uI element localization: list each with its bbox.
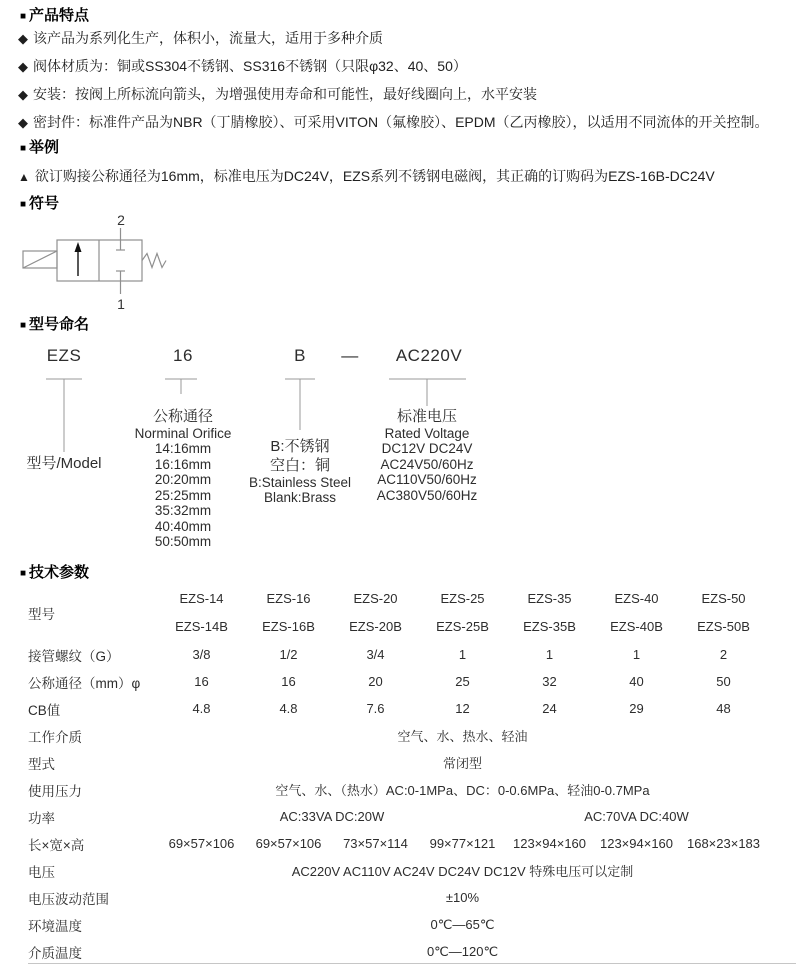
- voltage-item: DC12V DC24V: [381, 441, 473, 456]
- port-2-label: 2: [117, 212, 125, 228]
- diamond-bullet-icon: ◆: [18, 31, 28, 46]
- spec-row-pressure: [28, 776, 767, 803]
- orifice-item: 35:32mm: [154, 503, 212, 518]
- spec-cell: 20: [368, 674, 383, 689]
- spec-cell: 168×23×183: [686, 836, 761, 851]
- spec-cell: [680, 585, 767, 641]
- section-heading-specs: [20, 561, 89, 582]
- spec-cell: 4.8: [279, 701, 298, 716]
- spec-row-voltage: [28, 857, 767, 884]
- square-bullet-icon: ■: [20, 320, 27, 331]
- spec-label: 接管螺纹（G）: [28, 648, 120, 664]
- spec-label: 使用压力: [28, 783, 82, 799]
- section-title: 符号: [29, 195, 60, 212]
- diamond-bullet-icon: ◆: [18, 59, 28, 74]
- square-bullet-icon: ■: [20, 11, 27, 22]
- voltage-legend: [347, 408, 507, 503]
- spec-row-type: [28, 749, 767, 776]
- square-bullet-icon: ■: [20, 199, 27, 210]
- spec-cell: 50: [716, 674, 731, 689]
- triangle-marker-icon: ▲: [18, 170, 30, 184]
- spec-row-ambient-temp: [28, 911, 767, 938]
- spec-cell: 25: [455, 674, 470, 689]
- spec-cell: 40: [629, 674, 644, 689]
- bottom-divider: [28, 963, 796, 964]
- example-text: 欲订购接公称通径为16mm，标准电压为DC24V，EZS系列不锈钢电磁阀，其正确的订购码为EZS-16B-DC24V: [34, 168, 715, 184]
- voltage-subtitle: Rated Voltage: [384, 426, 470, 441]
- orifice-subtitle: Norminal Orifice: [134, 426, 232, 441]
- section-heading-naming: [20, 313, 89, 334]
- spec-label: 工作介质: [28, 729, 82, 745]
- spec-row-dimensions: [28, 830, 767, 857]
- port-1-label: 1: [117, 296, 125, 312]
- section-heading-features: [20, 4, 89, 25]
- feature-text: 密封件：标准件产品为NBR（丁腈橡胶）、可采用VITON（氟橡胶）、EPDM（乙丙橡胶），以适用不同流体的开关控制。: [33, 114, 769, 130]
- spec-cell: [245, 585, 332, 641]
- spec-cell: AC220V AC110V AC24V DC24V DC12V 特殊电压可以定制: [291, 864, 634, 879]
- spec-cell: AC:70VA DC:40W: [584, 809, 689, 824]
- voltage-item: AC24V50/60Hz: [380, 456, 474, 472]
- spec-cell: [419, 585, 506, 641]
- model-name: EZS-14B: [175, 619, 228, 634]
- specs-table: [28, 585, 767, 965]
- model-name: EZS-50: [701, 591, 746, 606]
- spec-cell: 12: [455, 701, 470, 716]
- spec-cell: 69×57×106: [168, 836, 235, 851]
- model-naming-diagram: [0, 340, 800, 568]
- spec-label: 长×宽×高: [28, 837, 85, 853]
- feature-text: 阀体材质为：铜或SS304不锈钢、SS316不锈钢（只限φ32、40、50）: [33, 58, 467, 74]
- spec-label: 环境温度: [28, 918, 82, 934]
- spec-label: 电压波动范围: [28, 891, 109, 907]
- voltage-title: 标准电压: [396, 408, 457, 425]
- spec-cell: 24: [542, 701, 557, 716]
- example-line: [18, 162, 715, 190]
- spec-cell: 73×57×114: [343, 836, 408, 851]
- orifice-item: 25:25mm: [154, 487, 212, 503]
- model-code-orifice: 16: [173, 346, 193, 365]
- material-line: Blank:Brass: [263, 490, 337, 505]
- spec-cell: 1: [545, 647, 554, 662]
- orifice-item: 50:50mm: [154, 534, 212, 549]
- spec-cell: 0℃—65℃: [430, 916, 495, 932]
- model-code-prefix: EZS: [46, 346, 82, 365]
- section-title: 产品特点: [29, 7, 90, 24]
- diamond-bullet-icon: ◆: [18, 115, 28, 130]
- spec-cell: 4.8: [192, 701, 211, 716]
- feature-item: [18, 24, 788, 52]
- spec-label: 介质温度: [28, 945, 82, 961]
- spec-row-medium: [28, 722, 767, 749]
- model-name: EZS-25: [440, 591, 485, 606]
- model-name: EZS-20B: [349, 619, 402, 634]
- model-code-dash: —: [341, 346, 359, 365]
- spec-cell: 1/2: [279, 647, 298, 662]
- voltage-item: AC380V50/60Hz: [376, 487, 478, 503]
- model-name: EZS-40B: [610, 619, 663, 634]
- spec-row-model: [28, 585, 767, 641]
- feature-text: 安装：按阀上所标流向箭头，为增强使用寿命和可能性，最好线圈向上，水平安装: [33, 86, 537, 102]
- spec-label: 公称通径（mm）φ: [28, 675, 141, 691]
- orifice-item: 16:16mm: [154, 456, 212, 472]
- model-name: EZS-20: [353, 591, 398, 606]
- spec-cell: 0℃—120℃: [426, 943, 499, 959]
- material-line: B:不锈钢: [270, 438, 330, 455]
- spec-cell: 7.6: [366, 701, 385, 716]
- spec-label: 电压: [28, 864, 55, 880]
- model-name: EZS-16: [266, 591, 311, 606]
- model-code-material: B: [294, 346, 306, 365]
- voltage-item: AC110V50/60Hz: [377, 472, 477, 487]
- spec-cell: 2: [719, 647, 728, 662]
- spec-cell: 16: [281, 674, 296, 689]
- model-name: EZS-35: [527, 591, 572, 606]
- square-bullet-icon: ■: [20, 143, 27, 154]
- model-name: EZS-50B: [697, 619, 750, 634]
- spec-cell: ±10%: [445, 890, 480, 905]
- feature-item: [18, 80, 788, 108]
- spec-cell: 空气、水、（热水）AC:0-1MPa、DC：0-0.6MPa、轻油0-0.7MPa: [275, 783, 650, 798]
- spec-cell: 69×57×106: [255, 836, 322, 851]
- spec-cell: [158, 585, 245, 641]
- spec-cell: AC:33VA DC:20W: [279, 809, 385, 824]
- spec-cell: 3/4: [366, 647, 385, 662]
- model-code-voltage: AC220V: [395, 346, 463, 365]
- material-line: B:Stainless Steel: [248, 475, 352, 490]
- spec-label: 功率: [28, 810, 55, 826]
- feature-text: 该产品为系列化生产，体积小，流量大，适用于多种介质: [33, 30, 383, 46]
- spec-row-fluctuation: [28, 884, 767, 911]
- section-heading-example: [20, 136, 59, 157]
- spec-cell: 32: [542, 674, 557, 689]
- orifice-item: 20:20mm: [154, 472, 212, 487]
- spec-cell: [593, 585, 680, 641]
- section-title: 技术参数: [29, 564, 90, 581]
- spec-cell: 123×94×160: [512, 836, 587, 851]
- diamond-bullet-icon: ◆: [18, 87, 28, 102]
- orifice-title: 公称通径: [152, 408, 213, 425]
- spec-cell: 3/8: [192, 647, 211, 662]
- spec-cell: [506, 585, 593, 641]
- section-heading-symbol: [20, 192, 59, 213]
- model-name: EZS-16B: [262, 619, 315, 634]
- spec-row-cb: [28, 695, 767, 722]
- spec-row-orifice: [28, 668, 767, 695]
- square-bullet-icon: ■: [20, 568, 27, 579]
- feature-list: [18, 24, 788, 136]
- spec-cell: 常闭型: [442, 756, 482, 771]
- spec-label: 型号: [28, 607, 55, 622]
- material-line: 空白：铜: [269, 457, 330, 474]
- spec-row-thread: [28, 641, 767, 668]
- model-name: EZS-25B: [436, 619, 489, 634]
- spec-row-media-temp: [28, 938, 767, 965]
- spec-cell: [332, 585, 419, 641]
- model-name: EZS-35B: [523, 619, 576, 634]
- spec-cell: 99×77×121: [429, 836, 496, 851]
- feature-item: [18, 108, 788, 136]
- section-title: 型号命名: [29, 316, 90, 333]
- model-name: EZS-14: [179, 591, 224, 606]
- spec-cell: 123×94×160: [599, 836, 674, 851]
- valve-symbol-diagram: [18, 212, 228, 316]
- spec-cell: 空气、水、热水、轻油: [397, 729, 528, 744]
- spec-cell: 48: [716, 701, 731, 716]
- model-label: 型号/Model: [26, 455, 102, 472]
- spec-cell: 1: [458, 647, 467, 662]
- spec-label: 型式: [28, 756, 55, 772]
- section-title: 举例: [29, 139, 60, 156]
- feature-item: [18, 52, 788, 80]
- spec-row-power: [28, 803, 767, 830]
- orifice-item: 14:16mm: [154, 441, 212, 456]
- model-name: EZS-40: [614, 591, 659, 606]
- spec-label: CB值: [28, 702, 61, 718]
- spec-cell: 16: [194, 674, 209, 689]
- spec-cell: 29: [629, 701, 644, 716]
- spec-cell: 1: [632, 647, 641, 662]
- orifice-item: 40:40mm: [154, 518, 212, 534]
